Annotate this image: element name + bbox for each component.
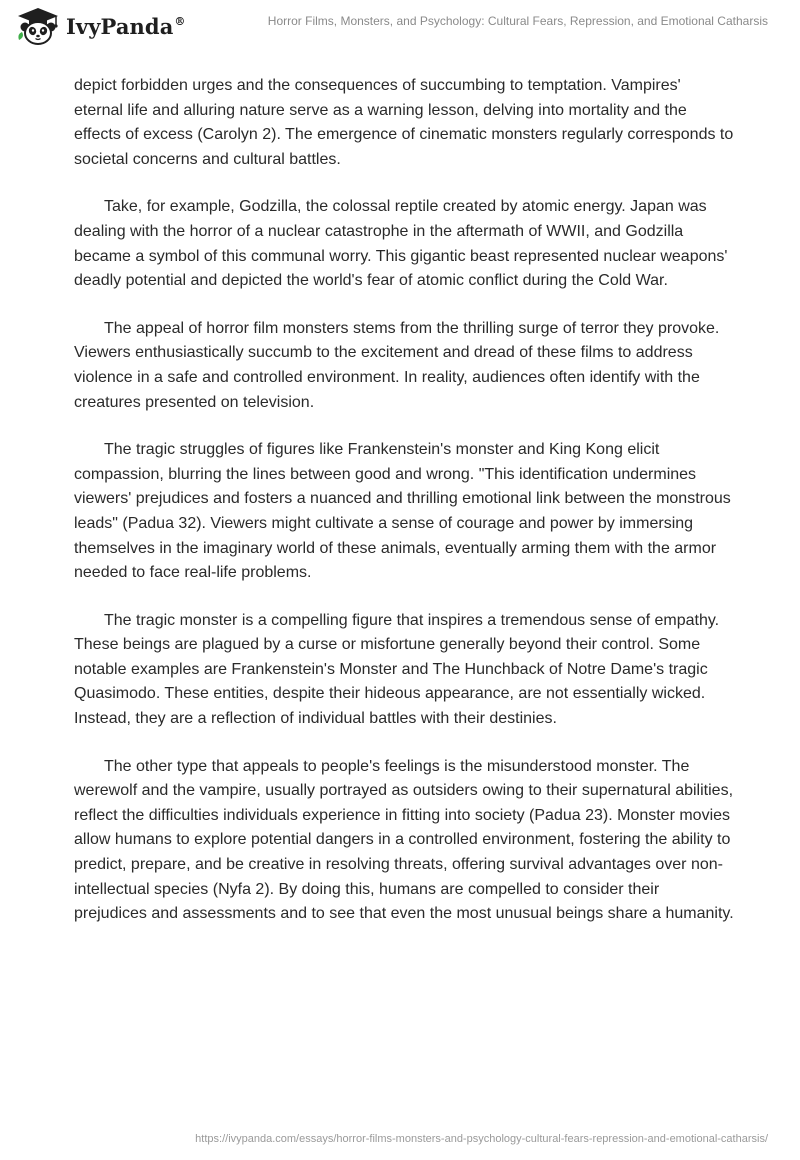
page-header [0,0,800,60]
paragraph: The tragic struggles of figures like Frankenstein's monster and King Kong elicit compassion, blurring the lines between good and wrong. "This identification undermines viewers' prejudices and fosters a nuanced and thrilling emotional link between the monstrous leads" (Padua 32). Viewers might cultivate a sense of courage and power by immersing themselves in the imaginary world of these animals, eventually arming them with the armor needed to face real-life problems. [74,441,731,582]
panda-graduation-cap-icon [16,6,60,46]
paragraph: depict forbidden urges and the consequences of succumbing to temptation. Vampires' eternal life and alluring nature serve as a warning lesson, delving into mortality and the effects of excess (Carolyn 2). The emergence of cinematic monsters regularly corresponds to societal concerns and cultural battles. [74,77,734,168]
paragraph: The tragic monster is a compelling figure that inspires a tremendous sense of empathy. These beings are plagued by a curse or misfortune generally beyond their control. Some notable examples are Frankenstein's Monster and The Hunchback of Notre Dame's tragic Quasimodo. These entities, despite their hideous appearance, are not essentially wicked. Instead, they are a reflection of individual battles with their destinies. [74,611,720,728]
ivypanda-logo[interactable] [16,6,186,46]
registered-mark: ® [174,14,186,28]
logo-name: IvyPanda [66,13,174,39]
source-url[interactable]: https://ivypanda.com/essays/horror-films-monsters-and-psychology-cultural-fears-repression-and-emotional-catharsis/ [195,1133,768,1145]
logo-wordmark [66,14,186,39]
paragraph: The appeal of horror film monsters stems from the thrilling surge of terror they provoke. Viewers enthusiastically succumb to the excitement and dread of these films to address violence in a safe and controlled environment. In reality, audiences often identify with the creatures presented on television. [74,319,720,411]
document-title: Horror Films, Monsters, and Psychology: Cultural Fears, Repression, and Emotional Catharsis [267,14,768,28]
paragraph: The other type that appeals to people's feelings is the misunderstood monster. The werewolf and the vampire, usually portrayed as outsiders owing to their supernatural abilities, reflect the difficulties individuals experience in fitting into society (Padua 23). Monster movies allow humans to explore potential dangers in a controlled environment, fostering the ability to predict, prepare, and be creative in resolving threats, offering survival advantages over non-intellectual species (Nyfa 2). By doing this, humans are compelled to consider their prejudices and assessments and to see that even the most unusual beings share a humanity. [74,757,734,923]
essay-body [74,74,734,950]
paragraph: Take, for example, Godzilla, the colossal reptile created by atomic energy. Japan was dealing with the horror of a nuclear catastrophe in the aftermath of WWII, and Godzilla became a symbol of this communal worry. This gigantic beast represented nuclear weapons' deadly potential and depicted the world's fear of atomic conflict during the Cold War. [74,198,728,290]
